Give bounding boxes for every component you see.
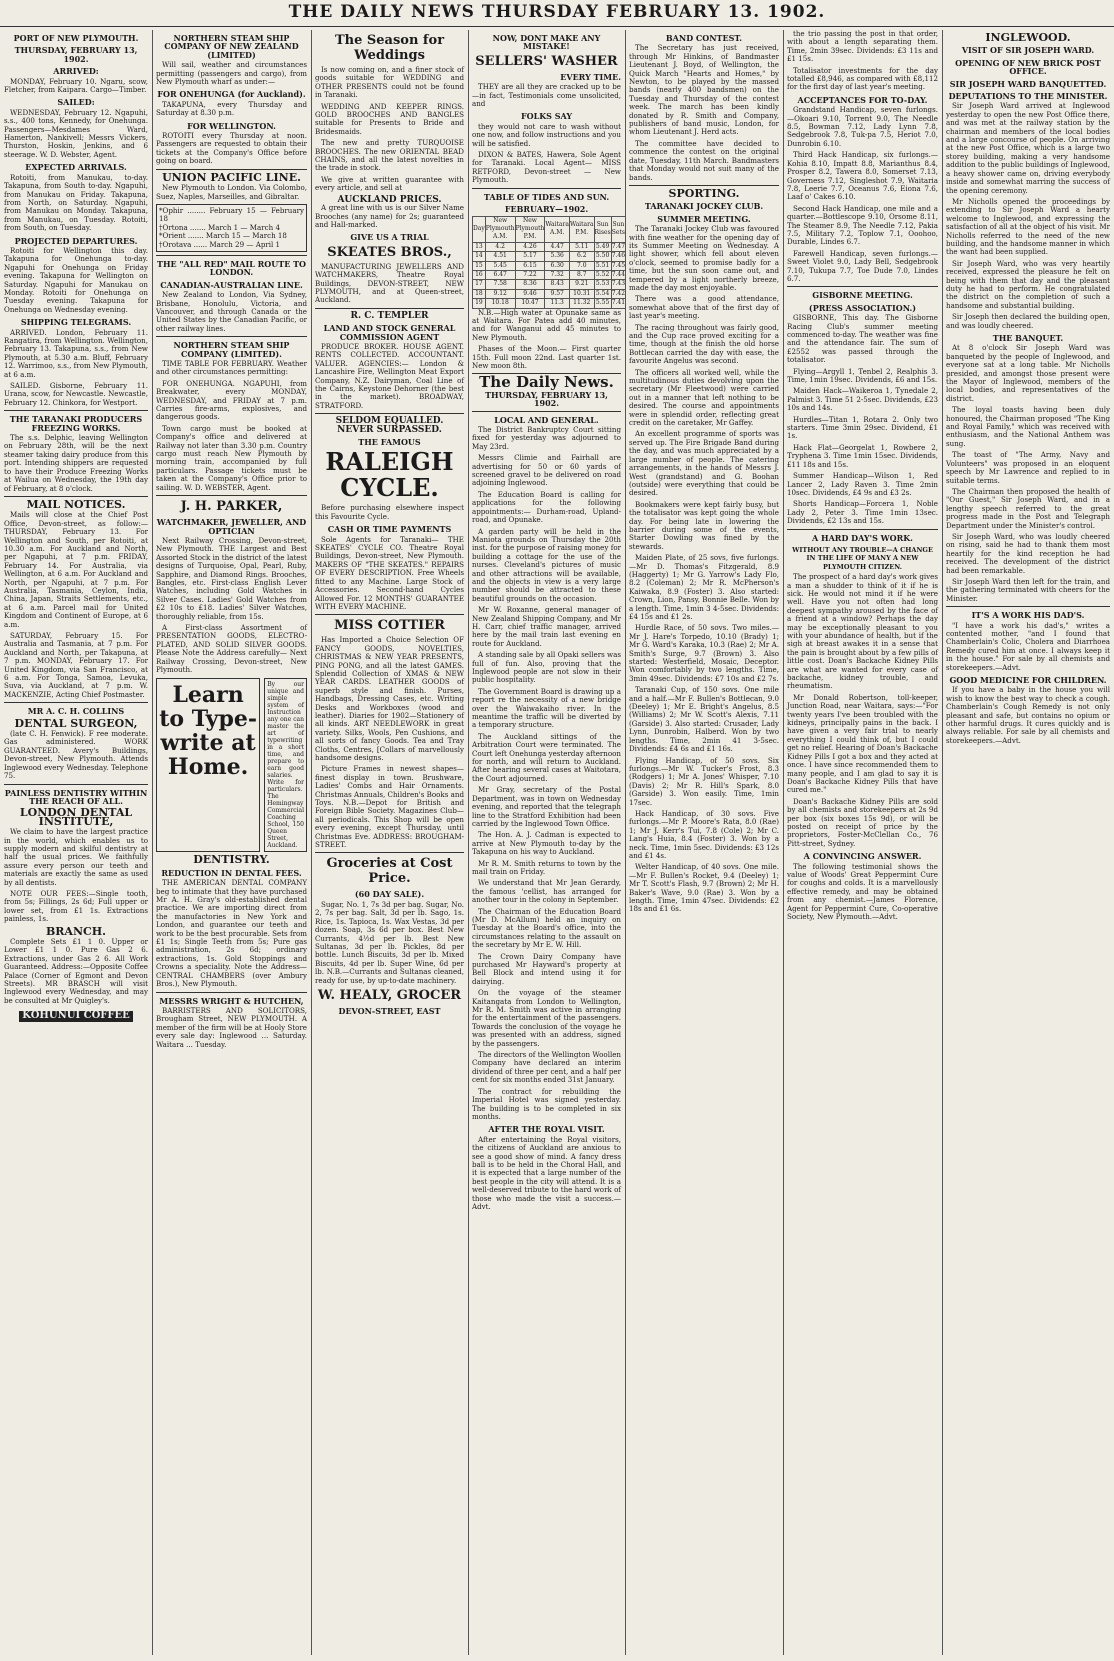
- heading: GISBORNE MEETING.: [812, 290, 913, 301]
- schedule-row: †Orotava ...... March 29 — April 1: [159, 239, 281, 249]
- heading: MESSRS WRIGHT & HUTCHEN,: [159, 995, 304, 1006]
- paragraph: Sir Joseph Ward, who was very heartily received, expressed the pleasure he felt on being with them that day and the pleasant duty he had to perform. He congratulated the district on the completion of such a handsome and substantial building.: [946, 258, 1110, 310]
- paragraph: Hurdle Race, of 50 sovs. Two miles.— Mr J. Hare's Torpedo, 10.10 (Brady) 1; Mr G. Ward's Karaka, 10.3 (Rae) 2; Mr A. Smith's Surge, 9.7 (Brown) 3. Also started: Westerfield, Mosaic, Deceptor. Won comfortably by two lengths. Time, 3min 49sec. Dividends: £7 10s and £2 7s.: [629, 623, 779, 683]
- tide-header-cell: Sun Rises: [594, 216, 611, 242]
- subheading: EXPECTED ARRIVALS.: [25, 162, 127, 173]
- paragraph: Mr R. M. Smith returns to town by the mail train on Friday.: [472, 858, 621, 876]
- paragraph: Second Hack Handicap, one mile and a quarter.—Bottlescope 9.10, Orsome 8.11, The Steamer 8.9, The Needle 7.12, Pakia 7.5, Military 7.2, Toplow 7.1, Ooohoo, Durable, Lindes 6.7.: [787, 203, 938, 247]
- tide-row: [473, 299, 626, 308]
- subheading: WITHOUT ANY TROUBLE—A CHANGE IN THE LIFE OF MANY A NEW PLYMOUTH CITIZEN.: [792, 545, 933, 571]
- paragraph: MONDAY, February 10. Ngaru, scow, Fletcher, from Kaipara. Cargo—Timber.: [4, 76, 148, 95]
- subheading: EVERY TIME.: [560, 71, 621, 82]
- heading: DENTAL SURGEON,: [14, 716, 138, 730]
- paragraph: they would not care to wash without one now, and follow instructions and you will be satisfied.: [472, 121, 621, 148]
- paragraph: Maiden Hack—Waikeroa 1, Tynedale 2, Palmist 3. Time 51 2-5sec. Dividends, £23 10s and 14s.: [787, 386, 938, 413]
- subheading: GIVE US A TRIAL: [350, 232, 429, 243]
- paragraph: THE AMERICAN DENTAL COMPANY beg to intimate that they have purchased Mr A. H. Gray's old-established dental practice. We are importing direct from the manufactories in New York and London, and guarantee our teeth and work to be the best procurable. Sets from £1 1s; Single Teeth from 5s; Pure gas administration, 2s 6d; ordinary extractions, 1s. Gold Stoppings and Crowns a speciality. Note the Address— CENTRAL CHAMBERS (over Ambury Bros.), New Plymouth.: [156, 878, 307, 989]
- paragraph: Summer Handicap—Wilson 1, Red Lancer 2, Lady Raven 3. Time 2min 10sec. Dividends, £4 9s and £3 2s.: [787, 471, 938, 497]
- paragraph: MANUFACTURING JEWELLERS AND WATCHMAKERS, Theatre Royal Buildings, DEVON-STREET, NEW PLYMOUTH, and at Queen-street, Auckland.: [315, 261, 464, 305]
- paragraph: Taranaki Cup, of 150 sovs. One mile and a half.—Mr F. Bullen's Bottlecan, 9.0 (Deeley) 1; Mr E. Bright's Angelus, 8.5 (Williams) 2; Mr W. Scott's Alexis, 7.11 (Garside) 3. Also started: Crusader, Lady Lynn, Dunrobin, Halberd. Won by two lengths. Time, 2min 41 3-5sec. Dividends: £4 6s and £1 16s.: [629, 685, 779, 754]
- paragraph: Mr Nicholls opened the proceedings by extending to Sir Joseph Ward a hearty welcome to Inglewood, and expressing the satisfaction of all at the object of his visit. Mr Nicholls referred to the need of the new building, and the handsome manner in which the want had been supplied.: [946, 196, 1110, 257]
- column-rule: [783, 30, 784, 1655]
- divider: [946, 606, 1110, 607]
- heading: LONDON DENTAL INSTITUTE,: [19, 806, 133, 828]
- tide-cell: 6.47: [485, 270, 515, 279]
- divider: [315, 413, 464, 414]
- ad-title: J. H. PARKER,: [180, 499, 283, 515]
- column-7: [946, 30, 1110, 1655]
- tide-cell: 6.2: [569, 252, 594, 261]
- paragraph: Third Hack Handicap, six furlongs.—Kohia 8.10, Impatt 8.8, Marianthus 8.4, Prosper 8.2, Tawera 8.0, Somerset 7.13, Governess 7.12, Singleshot 7.9, Waitaria 7.8, Leerie 7.7, Oceanus 7.6, Eiona 7.6, Laaf o' Cakes 6.10.: [787, 150, 938, 202]
- schedule-row: *Ophir ........ February 15 — February 18: [159, 205, 304, 224]
- paragraph: The officers all worked well, while the multitudinous duties devolving upon the secretary (Mr Fleetwood) were carried out in a manner that left nothing to be desired. The course and appointments were in splendid order, reflecting great credit on the caretaker, Mr Gaffey.: [629, 367, 779, 428]
- paragraph: New Plymouth to London. Via Colombo, Suez, Naples, Marseilles, and Gibraltar.: [156, 183, 307, 201]
- subheading: FEBRUARY—1902.: [504, 204, 589, 215]
- column-rule: [942, 30, 943, 1655]
- paragraph: SAILED. Gisborne, February 11. Urana, scow, for Newcastle. Newcastle, February 12. Chinkora, for Westport.: [4, 381, 148, 407]
- column-2: [156, 30, 307, 1655]
- paragraph: The prospect of a hard day's work gives a man a shudder to think of it if he is sick. He would not mind it if he were well. Have you not often had long deepest sympathy aroused by the face of a friend at a window? Perhaps the day may be exceptionally pleasant to you with your abundance of health, but if the sigh at breast awakes it in a sense that the pain is brought about by a few pills of little cost. Doan's Backache Kidney Pills are what are wanted for every case of backache, kidney trouble, and rheumatism.: [787, 572, 938, 691]
- paragraph: The committee have decided to commence the contest on the original date, Tuesday, 11th March. Bandmasters that Monday would not suit many of the bands.: [629, 138, 779, 182]
- column-5: [629, 30, 779, 1655]
- subheading: (PRESS ASSOCIATION.): [808, 302, 917, 313]
- tide-cell: 7.42: [611, 289, 626, 297]
- divider: [156, 992, 307, 993]
- tide-table: [472, 216, 626, 309]
- tide-cell: 7.47: [611, 242, 626, 250]
- heading: THE TARANAKI PRODUCERS FREEZING WORKS.: [9, 414, 143, 433]
- tide-cell: 5.49: [595, 242, 610, 250]
- paragraph: TIME TABLE FOR FEBRUARY. Weather and other circumstances permitting:: [156, 359, 307, 377]
- subheading: ARRIVED:: [53, 66, 99, 77]
- ad-subtitle: R. C. TEMPLER: [350, 310, 429, 321]
- column-rule: [468, 30, 469, 1655]
- paragraph: Maiden Plate, of 25 sovs, five furlongs. —Mr D. Thomas's Fitzgerald, 8.9 (Haggerty) 1; Mr G. Yarrow's Lady Flo, 8.2 (Coleman) 2; Mr R. McPherson's Kaiwaka, 8.9 (Foster) 3. Also started: Crown, Lion, Pansy, Bonnie Belle. Won by a length. Time, 1min 3 4-5sec. Dividends: £4 15s and £1 2s.: [629, 553, 779, 621]
- subheading: CASH OR TIME PAYMENTS: [327, 524, 452, 535]
- paragraph: The toast of "The Army, Navy and Volunteers" was proposed in an eloquent speech by Mr Lawrence and replied to in suitable terms.: [946, 450, 1110, 485]
- tide-cell: 9.21: [569, 280, 594, 289]
- paragraph: The Chairman then proposed the health of "Our Guest," Sir Joseph Ward, and in a lengthy speech referred to the great progress made in the Post and Telegraph Department under the Minister's control.: [946, 486, 1110, 530]
- paragraph: The directors of the Wellington Woollen Company have declared an interim dividend of three per cent, and a half per cent for six months ended 31st January.: [472, 1050, 621, 1085]
- paragraph: ARRIVED. London, February 11. Rangatira, from Wellington. Wellington, February 13. Takapuna, s.s., from New Plymouth, at 5.30 a.m. Bluff, February 12. Warrimoo, s.s., from New Plymouth, at 6 a.m.: [4, 327, 148, 379]
- heading: BRANCH.: [45, 924, 106, 938]
- divider: [4, 784, 148, 785]
- paragraph: Sir Joseph Ward, who was loudly cheered on rising, said he had to thank them most heartily for the kind reception he had received. The development of the district had been remarkable.: [946, 531, 1110, 575]
- subheading: AFTER THE ROYAL VISIT.: [488, 1124, 605, 1135]
- paragraph: A great line with us is our Silver Name Brooches (any name) for 2s; guaranteed and Hall-marked.: [315, 203, 464, 229]
- subheading: LAND AND STOCK GENERAL COMMISSION AGENT: [323, 323, 456, 342]
- paragraph: At 8 o'clock Sir Joseph Ward was banqueted by the people of Inglewood, and everyone sat at a long table. Mr Nicholls presided, and amongst those present were the Mayor of Inglewood, members of the local bodies, and representatives of the district.: [946, 343, 1110, 403]
- tide-header-cell: New Plymouth P.M.: [515, 216, 545, 241]
- tide-cell: 18: [473, 289, 486, 298]
- tide-cell: 7.43: [611, 280, 626, 288]
- paragraph: A standing sale by all Opaki sellers was full of fun. Also, proving that the Inglewood people are not slow in their public hospitality.: [472, 650, 621, 685]
- ad-subtitle: NEVER SURPASSED.: [337, 424, 442, 435]
- divider: [156, 255, 307, 256]
- paragraph: A garden party will be held in the Maniota grounds on Thursday the 20th inst. for the purpose of raising money for building a cottage for the use of the nurses. Cleveland's pictures of music and other attractions will be available, and the objects in view is a very large number should be attracted to these beautiful grounds on the occasion.: [472, 526, 621, 603]
- paragraph: Bookmakers were kept fairly busy, but the totalisator was kept going the whole day. For being late in lowering the barrier during some of the events, Starter Dowling was fined by the stewards.: [629, 499, 779, 551]
- subheading: DEVON-STREET, EAST: [338, 1005, 441, 1016]
- divider: [156, 495, 307, 496]
- ad-title: The Season for Weddings: [334, 33, 445, 63]
- paragraph: PRODUCE BROKER. HOUSE AGENT. RENTS COLLECTED. ACCOUNTANT. VALUER. AGENCIES:— London & Lancashire Fire, Wellington Meat Export Company, N.Z. Dairyman, Coal Line of the Cairns, Keystone Dehorner (the best in the market). BROADWAY, STRATFORD.: [315, 341, 464, 410]
- tide-cell: 5.11: [569, 242, 594, 251]
- paragraph: The Hon. A. J. Cadman is expected to arrive at New Plymouth to-day by the Takapuna on his way to Auckland.: [472, 830, 621, 857]
- paragraph: Mails will close at the Chief Post Office, Devon-street, as follow:— THURSDAY, February 13. For Wellington and South, per Rotoiti, at 10.30 a.m. For Auckland and North, per Ngapuhi, at 7 p.m. FRIDAY, February 14. For Australia, via Wellington, at 6 a.m. For Auckland and North, per Ngapuhi, at 7 p.m. For Australia, Tasmania, Ceylon, India, China, Japan, Straits Settlements, etc., at 6 a.m. Parcel mail for United Kingdom and Continent of Europe, at 6 a.m.: [4, 510, 148, 629]
- paragraph: Complete Sets £1 1 0. Upper or Lower £1 1 0. Pure Gas 2 6. Extractions, under Gas 2 6. All Work Guaranteed. Address:—Opposite Coffee Palace (Corner of Egmont and Devon Streets). MR BRASCH will visit Inglewood every Wednesday, and may be consulted at Mr Quigley's.: [4, 937, 148, 1005]
- typewriting-ad: [156, 678, 307, 852]
- paragraph: Phases of the Moon.— First quarter 15th. Full moon 22nd. Last quarter 1st. New moon 8th.: [472, 344, 621, 370]
- tide-row: [473, 261, 626, 270]
- subheading: FOLKS SAY: [520, 111, 573, 122]
- tide-cell: 5.52: [595, 270, 610, 278]
- paragraph: DIXON & BATES, Hawera, Sole Agent for Taranaki. Local Agent— MISS RETFORD, Devon-street — New Plymouth.: [472, 150, 621, 185]
- subheading: THE FAMOUS: [358, 437, 421, 448]
- paragraph: The new and pretty TURQUOISE BROOCHES. The new ORIENTAL BEAD CHAINS, and all the latest novelties in the trade in stock.: [315, 138, 464, 173]
- paragraph: Grandstand Handicap, seven furlongs.—Okoari 9.10, Torrent 9.0, The Needle 8.5, Bowman 7.12, Lady Lynn 7.8, Sedgebrook 7.8, Tuk-pa 7.5, Heriot 7.0, Dunrobin 6.10.: [787, 105, 938, 148]
- paragraph: Has Imported a Choice Selection OF FANCY GOODS, NOVELTIES, CHRISTMAS & NEW YEAR PRESENTS, PING PONG, and all the latest GAMES. Splendid Collection of XMAS & NEW YEAR CARDS. LEATHER GOODS of superb style and finish. Purses, Handbags, Dressing Cases, etc. Writing Desks and Workboxes (wood and leather). Diaries for 1902—Stationery of all kinds. ART NEEDLEWORK in great variety. Silks, Wools, Pen Cushions, and all sorts of fancy Goods. Tea and Tray Cloths, Centres, [Collars of marvellously handsome designs.: [315, 635, 464, 762]
- column-3: [315, 30, 464, 1655]
- paragraph: The s.s. Delphic, leaving Wellington on February 28th, will be the next steamer taking dairy produce from this port. Intending shippers are requested to have their Produce Freezing Works at Wailua on Wednesday, the 19th day of February, at 8 o'clock.: [4, 433, 148, 493]
- tide-cell: 9.46: [515, 289, 545, 298]
- heading: A CONVINCING ANSWER.: [803, 851, 922, 862]
- subheading: VISIT OF SIR JOSEPH WARD.: [961, 45, 1095, 56]
- tide-cell: 10.18: [485, 299, 515, 308]
- divider: [156, 336, 307, 337]
- paragraph: Picture Frames in newest shapes—finest display in town. Brushware, Ladies' Combs and Hair Ornaments. Christmas Annuals, Children's Books and Toys. N.B.—Depot for British and Foreign Bible Society. Magazines Club—all periodicals. This Shop will be open every evening, except Thursday, until Christmas Eve. ADDRESS: BROUGHAM-STREET.: [315, 764, 464, 850]
- paragraph: Mr Donald Robertson, toll-keeper, Junction Road, near Waitara, says:—"For twenty years I've been troubled with the kidneys, principally pains in the back. I have given a very fair trial to nearly everything I could think of, but I could get no relief. Hearing of Doan's Backache Kidney Pills I got a box and they acted at once. I have since recommended them to many people, and I am glad to say it is Doan's Backache Kidney Pills that have cured me.": [787, 692, 938, 795]
- paragraph: Hack Flat—Georgelat 1, Rowbere 2, Tryphena 3. Time 1min 15sec. Dividends, £11 18s and 15s.: [787, 442, 938, 469]
- subheading: FOR WELLINGTON.: [187, 120, 276, 131]
- divider: [787, 529, 938, 530]
- paragraph: Is now coming on, and a finer stock of goods suitable for WEDDING and OTHER PRESENTS could not be found in Taranaki.: [315, 65, 464, 100]
- tide-cell: 19: [473, 299, 486, 308]
- paragraph: Sir Joseph then declared the building open, and was loudly cheered.: [946, 312, 1110, 330]
- column-rule: [152, 30, 153, 1655]
- tide-cell: 11.3: [545, 299, 570, 308]
- heading: MAIL NOTICES.: [26, 497, 126, 511]
- tide-header-cell: New Plymouth A.M.: [485, 216, 515, 241]
- ad-title: SELLERS' WASHER: [475, 53, 618, 69]
- paragraph: If you have a baby in the house you will wish to know the best way to check a cough. Chamberlain's Cough Remedy is not only pleasant and safe, but contains no opium or other harmful drugs. It cures quickly and is always reliable. For sale by all chemists and storekeepers.—Advt.: [946, 685, 1110, 745]
- tide-header-cell: Waitara A.M.: [545, 216, 570, 242]
- subheading: SIR JOSEPH WARD BANQUETTED.: [949, 78, 1107, 89]
- paragraph: NOTE OUR FEES:—Single tooth, from 5s; Fillings, 2s 6d; Full upper or lower set, from £1 1s. Extractions painless, 1s.: [4, 888, 148, 924]
- footer-stamp: KOHUNUI COFFEE: [19, 1011, 132, 1021]
- tide-cell: 4.2: [485, 242, 515, 251]
- paragraph: After entertaining the Royal visitors, the citizens of Auckland are anxious to see a good show of mind. A fancy dress ball is to be held in the Choral Hall, and it is expected that a large number of the best people in the city will attend. It is a well-deserved tribute to the hard work of those who made the visit a success.—Advt.: [472, 1134, 621, 1211]
- paragraph: On the voyage of the steamer Kaitangata from London to Wellington, Mr R. M. Smith was active in arranging for the entertainment of the passengers. Towards the conclusion of the voyage he was presented with an address, signed by the passengers.: [472, 988, 621, 1048]
- tide-cell: 5.55: [595, 299, 610, 307]
- paragraph: The Education Board is calling for applications for the following appointments:— Durham-road, Upland-road, and Opunake.: [472, 489, 621, 525]
- paragraph: Totalisator investments for the day totalled £8,946, as compared with £8,112 for the first day of last year's meeting.: [787, 65, 938, 92]
- paragraph: FOR ONEHUNGA. NGAPUHI, from Breakwater, every MONDAY, WEDNESDAY, and FRIDAY at 7 p.m. Carries fire-arms, explosives, and dangerous goods.: [156, 378, 307, 422]
- tide-cell: 5.53: [595, 280, 610, 288]
- tide-row: [473, 270, 626, 279]
- paragraph: The contract for rebuilding the Imperial Hotel was signed yesterday. The building is to be completed in six months.: [472, 1086, 621, 1121]
- heading: GOOD MEDICINE FOR CHILDREN.: [949, 675, 1107, 686]
- tide-cell: 10.47: [515, 299, 545, 308]
- tide-header-cell: Waitara P.M.: [569, 216, 594, 242]
- tide-cell: 5.45: [485, 261, 515, 270]
- paragraph: THEY are all they are cracked up to be—in fact, Testimonials come unsolicited, and: [472, 82, 621, 109]
- paragraph: Flying—Argyll 1, Tenbel 2, Realphis 3. Time, 1min 19sec. Dividends, £6 and 15s.: [787, 366, 938, 385]
- paragraph: We understand that Mr Jean Gerardy, the famous 'cellist, has arranged for another tour in the colony in September.: [472, 878, 621, 905]
- tide-cell: 5.50: [595, 252, 610, 260]
- tide-cell: 7.32: [545, 270, 570, 279]
- paragraph: GISBORNE, This day. The Gisborne Racing Club's summer meeting commenced to-day. The weather was fine and the attendance fair. The sum of £2552 was passed through the totalisator.: [787, 313, 938, 365]
- tide-cell: 13: [473, 242, 486, 251]
- tide-cell: 8.36: [515, 280, 545, 289]
- paragraph: The loyal toasts having been duly honoured, the Chairman proposed "The King and Royal Family," which was received with enthusiasm, and the National Anthem was sung.: [946, 405, 1110, 448]
- section-heading: SPORTING.: [668, 186, 740, 200]
- paragraph: Welter Handicap, of 40 sovs. One mile.—Mr F. Bullen's Rocket, 9.4 (Deeley) 1; Mr T. Scott's Flash, 9.7 (Brown) 2; Mr H. Baker's Wave, 9.0 (Rae) 3. Won by a length. Time, 1min 47sec. Dividends: £2 18s and £1 6s.: [629, 862, 779, 914]
- ad-title: W. HEALY, GROCER: [317, 987, 462, 1003]
- subheading: OPENING OF NEW BRICK POST OFFICE.: [955, 57, 1101, 77]
- column-1: [4, 30, 148, 1655]
- tide-cell: 5.54: [595, 289, 610, 297]
- paragraph: We claim to have the largest practice in the world, which enables us to supply modern and skilful dentistry at half the usual prices. We faithfully assure every person our teeth and materials are exactly the same as used by all dentists.: [4, 827, 148, 887]
- paragraph: Mr W. Roxanne, general manager of New Zealand Shipping Company, and Mr H. Carr, chief traffic manager, arrived here by the mail train last evening en route for Auckland.: [472, 605, 621, 648]
- tide-row: [473, 252, 626, 261]
- tide-cell: 6.30: [545, 261, 570, 270]
- tide-cell: 9.57: [545, 289, 570, 298]
- schedule-row: †Ortona ....... March 1 — March 4: [159, 222, 280, 232]
- divider: [4, 702, 148, 703]
- tide-cell: 5.51: [595, 261, 610, 269]
- subheading: SUMMER MEETING.: [657, 213, 751, 224]
- paragraph: The Secretary has just received, through Mr Hinkins, of Bandmaster Lieutenant J. Boyd, of Wellington, the Quick March "Hearts and Homes," by Newton, to be played by the massed bands (nearly 400 bandsmen) on the Tuesday and Thursday of the contest week. The march has been kindly donated by R. Smith and Company, publishers of band music, London, for whom Lieutenant J. Herd acts.: [629, 43, 779, 137]
- paragraph: The racing throughout was fairly good, and the Cup race proved exciting for a time, though at the finish the old horse Bottlecan carried the day with ease, the favourite Angelus was second.: [629, 322, 779, 366]
- schedule-row: *Orient ....... March 15 — March 18: [159, 231, 287, 241]
- subheading: PROJECTED DEPARTURES.: [14, 235, 138, 246]
- tide-header-row: [473, 216, 626, 242]
- divider: [787, 286, 938, 287]
- ad-title: RALEIGH CYCLE.: [325, 447, 454, 503]
- divider: [156, 169, 307, 170]
- paragraph: Before purchasing elsewhere inspect this Favourite Cycle.: [315, 503, 464, 521]
- paragraph: Rotoiti, from Manukau, to-day. Takapuna, from South to-day. Ngapuhi, from Manukau on Friday. Takapuna, from North, on Saturday. Ngapuhi, from Manukau on Monday. Takapuna, from Manukau, on Tuesday. Rotoiti, from South, on Tuesday.: [4, 172, 148, 233]
- tide-cell: 14: [473, 252, 486, 261]
- subheading: (60 DAY SALE).: [354, 889, 425, 900]
- paragraph: The following testimonial shows the value of Woods' Great Peppermint Cure for coughs and colds. It is a marvellously effective remedy, and may be obtained from any chemist.—James Florence, Agent for Peppermint Cure, Co-operative Society, New Plymouth.—Advt.: [787, 861, 938, 921]
- tide-header-cell: Sun Sets: [611, 216, 625, 242]
- heading: IT'S A WORK HIS DAD'S.: [971, 610, 1085, 621]
- tide-cell: 7.44: [611, 270, 626, 278]
- masthead: THE DAILY NEWS THURSDAY FEBRUARY 13. 1902.: [0, 0, 1114, 27]
- tide-cell: 4.47: [545, 242, 570, 251]
- paragraph: (late C. H. Fenwick). F ree moderate. Gas administered. WORK GUARANTEED. Avery's Buildings, Devon-street, New Plymouth. Attends Inglewood every Wednesday. Telephone 75.: [4, 729, 148, 781]
- paragraph: Hack Handicap, of 30 sovs. Five furlongs.—Mr P. Moore's Rata, 8.0 (Rae) 1; Mr J. Kerr's Tui, 7.8 (Cole) 2; Mr C. Lang's Huia, 8.4 (Foster) 3. Won by a neck. Time, 1min 5sec. Dividends: £3 12s and £1 4s.: [629, 808, 779, 860]
- heading: THE "ALL RED" MAIL ROUTE TO LONDON.: [156, 258, 306, 278]
- paragraph: Messrs Climie and Fairhall are advertising for 50 or 60 yards of screened gravel to be delivered on road adjoining Inglewood.: [472, 453, 621, 488]
- paragraph: The Crown Dairy Company have purchased Mr Hayward's property at Bell Block and intend using it for dairying.: [472, 951, 621, 986]
- divider: [315, 852, 464, 853]
- paragraph: "I have a work his dad's," writes a contented mother, "and I found that Chamberlain's Colic, Cholera and Diarrhoea Remedy cured him at once. I always keep it in the house." For sale by all chemists and storekeepers.—Advt.: [946, 620, 1110, 672]
- paragraph: WEDNESDAY, February 12. Ngapuhi, s.s., 400 tons, Kennedy, for Onehunga. Passengers—Mesdames Ward, Hamerton, Nankivell; Messrs Vickers, Thurston, Hoskin, Jenkins, and 6 steerage. W. D. Webster, Agent.: [4, 107, 148, 159]
- tide-cell: 9.12: [485, 289, 515, 298]
- subheading: FOR ONEHUNGA (for Auckland).: [157, 89, 306, 100]
- tide-cell: 8.43: [545, 280, 570, 289]
- tide-row: [473, 280, 626, 289]
- paragraph: BARRISTERS AND SOLICITORS, Brougham Street, NEW PLYMOUTH. A member of the firm will be at Hooly Store every sale day: Inglewood ... Saturday. Waitara ... Tuesday.: [156, 1005, 307, 1049]
- tide-cell: 7.58: [485, 280, 515, 289]
- tide-cell: 16: [473, 270, 486, 279]
- paragraph: ROTOITI every Thursday at noon. Passengers are requested to obtain their tickets at the Company's Office before going on board.: [156, 131, 307, 166]
- heading: TABLE OF TIDES AND SUN.: [483, 191, 610, 202]
- ad-subtitle: AUCKLAND PRICES.: [337, 194, 442, 205]
- tide-body: [473, 242, 626, 308]
- divider: [629, 185, 779, 186]
- paragraph: Will sail, weather and circumstances permitting (passengers and cargo), from New Plymouth wharf as under:—: [156, 60, 307, 87]
- paragraph: Mr Gray, secretary of the Postal Department, was in town on Wednesday evening, and reported that the telegraph line to the Stratford Exhibition had been carried by the Inglewood Town Office.: [472, 785, 621, 828]
- subheading: REDUCTION IN DENTAL FEES.: [161, 867, 302, 878]
- tide-cell: 7.0: [569, 261, 594, 270]
- paragraph: The Government Board is drawing up a report re the necessity of a new bridge over the Waiwakaiho river. In the meantime the traffic will be diverted by a temporary structure.: [472, 686, 621, 730]
- paragraph: Sir Joseph Ward then left for the train, and the gathering terminated with cheers for the Minister.: [946, 576, 1110, 603]
- paragraph: SATURDAY, February 15. For Australia and Tasmania, at 7 p.m. For Auckland and North, per Takapuna, at 7 p.m. MONDAY, February 17. For United Kingdom, via San Francisco, at 6 a.m. For Tonga, Samoa, Levuka, Suva, via Auckland, at 7 p.m. W. MACKENZIE, Acting Chief Postmaster.: [4, 631, 148, 699]
- paragraph: The Chairman of the Education Board (Mr D. McAllum) held an inquiry on Tuesday at the Board's office, into the circumstances relating to the assault on the secretary by Mr E. W. Hill.: [472, 906, 621, 950]
- ad-title: MISS COTTIER: [334, 618, 445, 634]
- divider: [315, 308, 464, 309]
- subheading: WATCHMAKER, JEWELLER, AND OPTICIAN: [156, 517, 307, 536]
- heading: MR A. C. H. COLLINS: [27, 706, 125, 717]
- dateline: THURSDAY, FEBRUARY 13, 1902.: [485, 389, 608, 409]
- tide-cell: 10.31: [569, 289, 594, 298]
- ad-body: By our unique and simple system of Instruction any one can master the art of typewriting in a short time, and prepare to earn good salaries. Write for particulars. The Hemingway Commercial Coaching School, 150 Queen Street, Auckland.: [264, 678, 307, 852]
- heading: THE BANQUET.: [992, 333, 1064, 343]
- tide-cell: 7.22: [515, 270, 545, 279]
- paragraph: There was a good attendance, somewhat above that of the first day of last year's meeting.: [629, 294, 779, 321]
- subheading: SAILED:: [57, 97, 95, 108]
- heading: DENTISTRY.: [193, 853, 270, 867]
- subheading: TARANAKI JOCKEY CLUB.: [644, 201, 764, 212]
- paragraph: Farewell Handicap, seven furlongs.—Sweet Violet 9.0, Lady Bell, Sedgebrook 7.10, Tukupa 7.7, Toe Dude 7.0, Lindes 6.7.: [787, 248, 938, 283]
- tide-cell: 5.36: [545, 252, 570, 261]
- heading: BAND CONTEST.: [665, 33, 743, 43]
- tide-cell: 17: [473, 280, 486, 289]
- heading: NORTHERN STEAM SHIP COMPANY (LIMITED).: [173, 340, 290, 359]
- paragraph: Shorts Handicap—Forcera 1, Noble Lady 2, Peter 3. Time 1min 13sec. Dividends, £2 13s and 15s.: [787, 499, 938, 526]
- heading: NOW, DONT MAKE ANY MISTAKE!: [492, 33, 601, 52]
- tide-cell: 6.15: [515, 261, 545, 270]
- tide-row: [473, 289, 626, 298]
- ad-title: Groceries at Cost Price.: [326, 856, 453, 887]
- divider: [4, 410, 148, 411]
- divider: [472, 411, 621, 412]
- tide-cell: 4.51: [485, 252, 515, 261]
- subheading: SHIPPING TELEGRAMS.: [20, 317, 132, 328]
- paragraph: New Zealand to London, Via Sydney, Brisbane, Honolulu, Victoria, and Vancouver, and through Canada or the United States by the Canadian Pacific, or other railway lines.: [156, 290, 307, 333]
- paragraph: Town cargo must be booked at Company's office and delivered at Railway not later than 3.30 p.m. Country cargo must reach New Plymouth by morning train, accompanied by full particulars. Passage tickets must be taken at the Company's Office prior to sailing. W. D. WEBSTER, Agent.: [156, 423, 307, 492]
- paragraph: Sugar, No. 1, 7s 3d per bag. Sugar, No. 2, 7s per bag. Salt, 3d per lb. Sago, 1s. Rice, 1s. Tapioca, 1s. Wax Vestas, 3d per dozen. Soap, 3s 6d per box. Best New Currants, 4½d per lb. Best New Sultanas, 3d per lb. Pickles, 8d per bottle. Lunch Biscuits, 3d per lb. Mixed Biscuits, 4d per lb. Super Wine, 6d per lb. N.B.—Currants and Sultanas cleaned, ready for use, by up-to-date machinery.: [315, 899, 464, 985]
- paragraph: The Auckland sittings of the Arbitration Court were terminated. The Court left Onehunga yesterday afternoon for north, and will return to Auckland. After hearing several cases at Waitotara, the Court adjourned.: [472, 731, 621, 783]
- subheading: CANADIAN-AUSTRALIAN LINE.: [160, 279, 303, 290]
- column-6: [787, 30, 938, 1655]
- paragraph: Rotoiti for Wellington this day. Takapuna for Onehunga to-day. Ngapuhi for Onehunga on Friday evening. Takapuna for Wellington on Saturday. Ngapuhi for Manukau on Monday. Rotoiti for Onehunga on Tuesday evening. Takapuna for Onehunga on Wednesday evening.: [4, 245, 148, 314]
- tide-cell: 15: [473, 261, 486, 270]
- tide-header-cell: Day: [473, 216, 486, 242]
- paragraph: Sir Joseph Ward arrived at Inglewood yesterday to open the new Post Office there, and was met at the railway station by the chairman and members of the local bodies and a large concourse of people. On arriving at the new Post Office, which is a large two storey building, making a very handsome addition to the public buildings of Inglewood, a heavy shower came on, driving everybody inside and somewhat marring the success of the opening ceremony.: [946, 101, 1110, 195]
- heading: PORT OF NEW PLYMOUTH.: [13, 33, 139, 43]
- tide-row: [473, 242, 626, 251]
- subheading: DEPUTATIONS TO THE MINISTER.: [948, 91, 1108, 102]
- ad-subtitle: SELDOM EQUALLED.: [335, 416, 444, 427]
- column-4: [472, 30, 626, 1655]
- paragraph: The Taranaki Jockey Club was favoured with fine weather for the opening day of its Summer Meeting on Wednesday. A light shower, which fell about eleven o'clock, seemed to promise badly for a time, but the sun soon came out, and tempered by a light northerly breeze, made the day most enjoyable.: [629, 224, 779, 292]
- tide-cell: 5.17: [515, 252, 545, 261]
- paragraph: A First-class Assortment of PRESENTATION GOODS, ELECTRO-PLATED, AND SOLID SILVER GOODS. Please Note the Address carefully— Next Railway Crossing, Devon-street, New Plymouth.: [156, 622, 307, 674]
- divider: [472, 188, 621, 189]
- paragraph: Next Railway Crossing, Devon-street, New Plymouth. THE Largest and Best Assorted Stock in the district of the latest designs of Turquoise, Opal, Pearl, Ruby, Sapphire, and Diamond Rings. Brooches, Bangles, etc. First-class English Lever Watches, including Gold Watches in Silver Cases. Ladies' Gold Watches from £2 10s to £18. Ladies' Silver Watches, thoroughly reliable, from 15s.: [156, 535, 307, 621]
- divider: [4, 496, 148, 497]
- paragraph: WEDDING AND KEEPER RINGS. GOLD BROOCHES AND BANGLES suitable for Presents to Bride and Bridesmaids.: [315, 101, 464, 136]
- tide-cell: 7.46: [611, 252, 626, 260]
- paragraph: Hurdles—Titan 1, Rotara 2. Only two starters. Time 3min 29sec. Dividend, £1 1s.: [787, 414, 938, 441]
- heading: A HARD DAY'S WORK.: [812, 532, 913, 543]
- column-rule: [311, 30, 312, 1655]
- paragraph: The District Bankruptcy Court sitting fixed for yesterday was adjourned to May 23rd.: [472, 425, 621, 451]
- paragraph: TAKAPUNA, every Thursday and Saturday at 8.30 p.m.: [156, 99, 307, 118]
- paragraph: An excellent programme of sports was served up. The Fire Brigade Band during the day, and was much appreciated by a large number of people. The catering arrangements, in the hands of Messrs J. West (grandstand) and G. Boohan (outside) were everything that could be desired.: [629, 429, 779, 498]
- dateline: THURSDAY, FEBRUARY 13, 1902.: [14, 45, 138, 64]
- tide-cell: 11.32: [569, 299, 594, 308]
- heading: ACCEPTANCES FOR TO-DAY.: [797, 94, 928, 105]
- section-heading: LOCAL AND GENERAL.: [494, 414, 599, 425]
- paragraph: the trio passing the post in that order, with about a length separating them. Time, 2min 39sec. Dividends: £3 11s and £1 15s.: [787, 29, 938, 64]
- tide-cell: 4.26: [515, 242, 545, 251]
- paragraph: Sole Agents for Taranaki— THE SKEATES' CYCLE CO. Theatre Royal Buildings, Devon-street, New Plymouth. MAKERS OF "THE SKEATES." REPAIRS OF EVERY DESCRIPTION. Free Wheels fitted to any Machine. Large Stock of Accessories. Second-hand Cycles Allowed For. 12 MONTHS' GUARANTEE WITH EVERY MACHINE.: [315, 534, 464, 611]
- tide-cell: 7.41: [611, 299, 626, 307]
- paragraph: We give at written guarantee with every article, and sell at: [315, 174, 464, 193]
- heading: UNION PACIFIC LINE.: [162, 170, 301, 184]
- paragraph: Doan's Backache Kidney Pills are sold by all chemists and storekeepers at 2s 9d per box (six boxes 15s 9d), or will be posted on receipt of price by the proprietors, Foster-McClellan Co., 76 Pitt-street, Sydney.: [787, 796, 938, 848]
- tide-cell: 8.7: [569, 270, 594, 279]
- paper-title: The Daily News.: [479, 373, 614, 392]
- ad-title: SKEATES BROS.,: [327, 244, 452, 260]
- paragraph: N.B.—High water at Opunake same as at Waitara. For Patea add 40 minutes, and for Wanganui add 45 minutes to New Plymouth.: [472, 307, 621, 342]
- divider: [315, 614, 464, 615]
- paragraph: Flying Handicap, of 50 sovs. Six furlongs.—Mr W. Tucker's Frost, 8.3 (Rodgers) 1; Mr A. Jones' Whisper, 7.10 (Davis) 2; Mr R. Hill's Spark, 8.0 (Garside) 3. Won easily. Time, 1min 17sec.: [629, 755, 779, 807]
- heading: NORTHERN STEAM SHIP COMPANY OF NEW ZEALAND (LIMITED): [164, 33, 299, 60]
- heading: INGLEWOOD.: [985, 31, 1071, 44]
- tide-cell: 7.45: [611, 261, 626, 269]
- heading: PAINLESS DENTISTRY WITHIN THE REACH OF ALL.: [4, 787, 148, 806]
- ad-headline: Learn to Type-write at Home.: [156, 678, 260, 852]
- sailing-schedule: [156, 204, 307, 252]
